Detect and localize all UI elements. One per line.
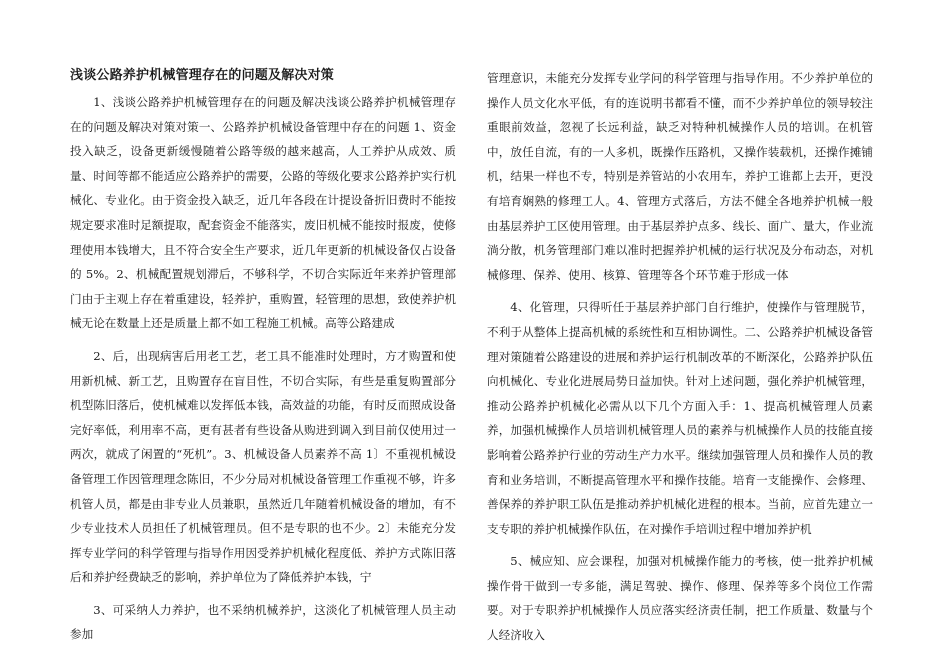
paragraph-right-3: 5、械应知、应会课程，加强对机械操作能力的考核，使一批养护机械操作骨干做到一专多能，满足驾驶、操作、修理、保养等多个岗位工作需要。对于专职养护机械操作人员应落实经济责任制，把工作质量、数量与个人经济收入 <box>487 554 873 643</box>
paragraph-left-1: 1、浅谈公路养护机械管理存在的问题及解决浅谈公路养护机械管理存在的问题及解决对策对策一、公路养护机械设备管理中存在的问题 1、资金投入缺乏，设备更新缓慢随着公路等级的越来越高，人工养护从成效、质量、时间等都不能适应公路养护的需要，公路的等级化要求公路养护实行机械化、专业化。由于资金投入缺乏，近几年各段在计提设备折旧费时不能按规定要求准时足额提取，配套资金不能落实，废旧机械不能按时报废，使修理使用本钱增大，且不符合安全生产要求，近几年更新的机械设备仅占设备的 5%。2、机械配置规划滞后，不够科学，不切合实际近年来养护管理部门由于主观上存在着重建设，轻养护，重购置，轻管理的思想，致使养护机械无论在数量上还是质量上都不如工程施工机械。高等公路建成 <box>70 95 456 331</box>
document-title: 浅谈公路养护机械管理存在的问题及解决对策 <box>70 68 335 83</box>
paragraph-right-1: 管理意识，未能充分发挥专业学问的科学管理与指导作用。不少养护单位的操作人员文化水平低，有的连说明书都看不懂，而不少养护单位的领导较注重眼前效益，忽视了长远利益，缺乏对特种机械操作人员的培训。在机管中，放任自流，有的一人多机，既操作压路机，又操作装载机，还操作摊铺机，结果一样也不专，特别是养管站的小农用车，养护工谁都上去开，更没有培育娴熟的修理工人。4、管理方式落后，方法不健全各地养护机械一般由基层养护工区使用管理。由于基层养护点多、线长、面广、量大，作业流淌分散，机务管理部门难以准时把握养护机械的运行状况及分布动态，对机械修理、保养、使用、核算、管理等各个环节难于形成一体 <box>487 71 873 282</box>
right-column <box>487 66 873 648</box>
paragraph-left-2: 2、后，出现病害后用老工艺，老工具不能准时处理时，方才购置和使用新机械、新工艺，且购置存在盲目性，不切合实际，有些是重复购置部分机型陈旧落后，使机械难以发挥低本钱，高效益的功能，有时反而照成设备完好率低，利用率不高，更有甚者有些设备从购进到调入到目前仅使用过一两次，就成了闲置的“死机”。3、机械设备人员素养不高 1〕不重视机械设备管理工作因管理理念陈旧，不少分局对机械设备管理工作重视不够，许多机管人员，都是由非专业人员兼职，虽然近几年随着机械设备的增加，有不少专业技术人员担任了机械管理员。但不是专职的也不少。2〕未能充分发挥专业学问的科学管理与指导作用因受养护机械化程度低、养护方式陈旧落后和养护经费缺乏的影响，养护单位为了降低养护本钱，宁 <box>70 348 456 585</box>
paragraph-right-2: 4、化管理，只得听任于基层养护部门自行维护，使操作与管理脱节，不利于从整体上提高机械的系统性和互相协调性。二、公路养护机械设备管理对策随着公路建设的进展和养护运行机制改革的不断深化，公路养护队伍向机械化、专业化进展局势日益加快。针对上述问题，强化养护机械管理，推动公路养护机械化必需从以下几个方面入手：1、提高机械管理人员素养，加强机械操作人员培训机械管理人员的素养与机械操作人员的技能直接影响着公路养护行业的劳动生产力水平。继续加强管理人员和操作人员的教育和业务培训，不断提高管理水平和操作技能。培育一支能操作、会修理、善保养的养护职工队伍是推动养护机械化进程的根本。当前，应首先建立一支专职的养护机械操作队伍，在对操作手培训过程中增加养护机 <box>487 300 873 536</box>
left-column <box>70 66 456 647</box>
paragraph-left-3: 3、可采纳人力养护，也不采纳机械养护，这淡化了机械管理人员主动参加 <box>70 602 456 642</box>
